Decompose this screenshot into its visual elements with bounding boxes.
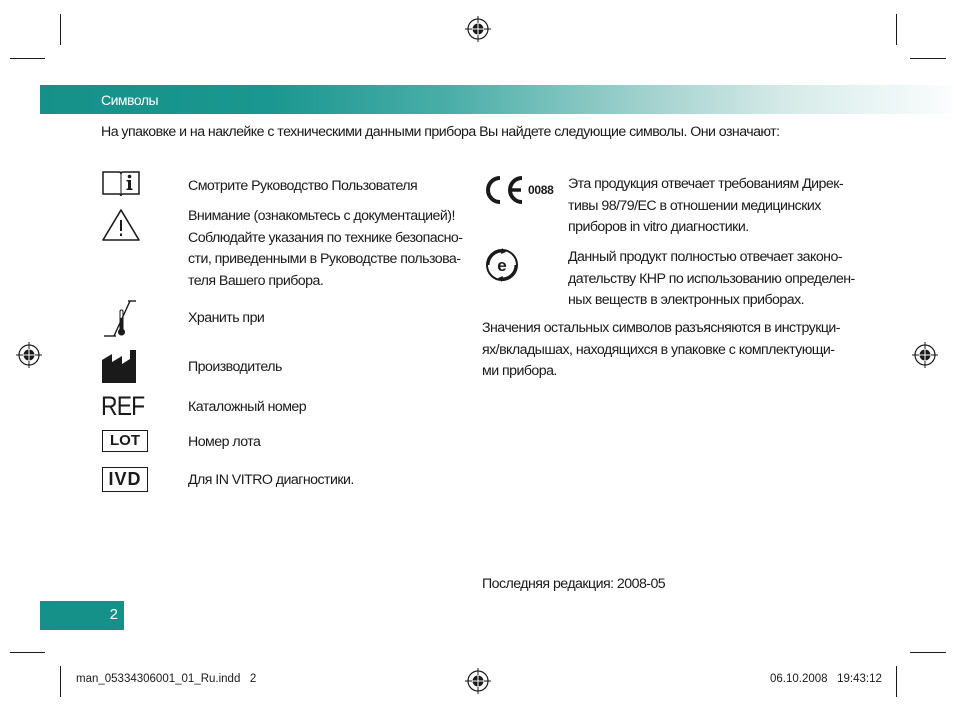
ref-icon: REF (101, 391, 145, 421)
ce-notified-body-number: 0088 (528, 183, 554, 197)
section-header-band (40, 85, 952, 114)
symbol-description: Внимание (ознакомьтесь с документацией)! (188, 208, 455, 224)
book-info-icon (101, 168, 141, 196)
thermometer-icon (102, 298, 138, 340)
crop-mark (10, 652, 45, 653)
other-symbols-note: Значения остальных символов разъясняются в инструкци- (482, 320, 840, 336)
intro-text: На упаковке и на наклейке с техническими данными прибора Вы найдете следующие символы. Они означают: (101, 124, 780, 140)
ce-mark-icon (482, 174, 526, 206)
page-number: 2 (109, 606, 118, 623)
symbol-description: Хранить при (188, 310, 265, 326)
crop-mark (910, 58, 946, 59)
symbol-description: Номер лота (188, 434, 261, 450)
manufacturer-factory-icon (100, 350, 140, 384)
footer-filename: man_05334306001_01_Ru.indd 2 (76, 673, 257, 685)
registration-mark-icon (465, 16, 491, 42)
crop-mark (910, 652, 946, 653)
symbol-description: приборов in vitro диагностики. (568, 219, 749, 235)
footer-datetime: 06.10.2008 19:43:12 (770, 673, 882, 685)
symbol-description: Каталожный номер (188, 399, 307, 415)
symbol-description: Смотрите Руководство Пользователя (188, 178, 418, 194)
symbol-description: теля Вашего прибора. (188, 272, 324, 289)
crop-mark (10, 58, 45, 59)
warning-triangle-icon (100, 207, 142, 243)
crop-mark (896, 666, 897, 697)
registration-mark-icon (465, 668, 491, 694)
symbol-description: дательству КНР по использованию определен- (568, 270, 855, 287)
symbol-description: Эта продукция отвечает требованиям Дирек- (568, 176, 844, 192)
symbol-description: тивы 98/79/EC в отношении медицинских (568, 197, 821, 214)
crop-mark (60, 666, 61, 697)
symbol-description: Соблюдайте указания по технике безопасно- (188, 229, 463, 246)
last-revision: Последняя редакция: 2008-05 (482, 576, 666, 592)
china-rohs-icon (484, 247, 520, 283)
ivd-icon: IVD (102, 467, 148, 492)
symbol-description: ных веществ в электронных приборах. (568, 292, 805, 308)
crop-mark (896, 14, 897, 45)
crop-mark (60, 14, 61, 45)
registration-mark-icon (912, 342, 938, 368)
other-symbols-note: ми прибора. (482, 363, 557, 379)
registration-mark-icon (16, 342, 42, 368)
china-rohs-letter: e (497, 256, 507, 275)
section-title: Символы (101, 92, 159, 108)
page-number-box (40, 601, 124, 630)
symbol-description: Данный продукт полностью отвечает законо- (568, 249, 842, 265)
symbol-description: Для IN VITRO диагностики. (188, 472, 354, 488)
symbol-description: сти, приведенными в Руководстве пользова- (188, 251, 461, 267)
other-symbols-note: ях/вкладышах, находящихся в упаковке с комплектующи- (482, 341, 835, 358)
lot-icon: LOT (102, 430, 148, 452)
symbol-description: Производитель (188, 359, 282, 375)
